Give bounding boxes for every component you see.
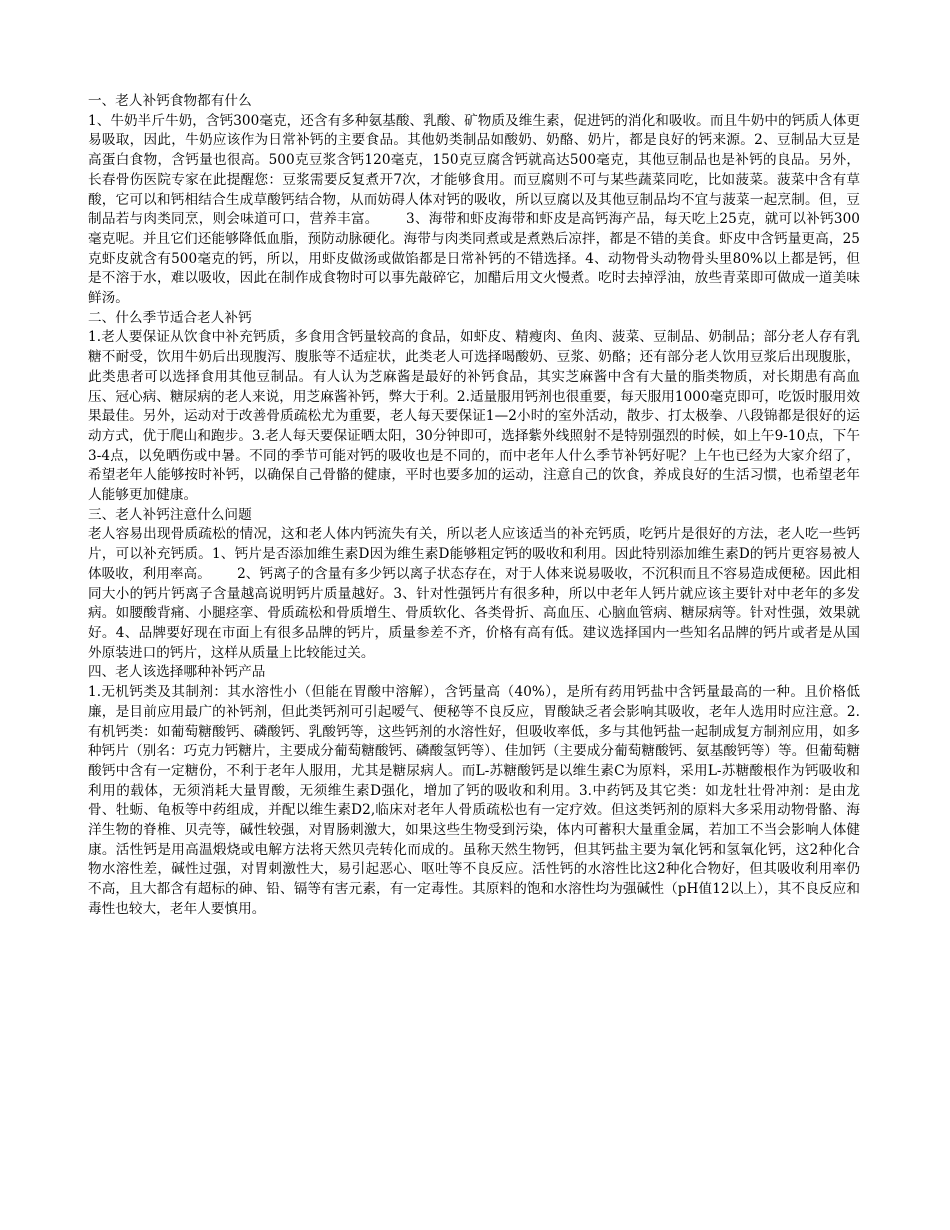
- section-paragraph: 1、牛奶半斤牛奶，含钙300毫克，还含有多种氨基酸、乳酸、矿物质及维生素，促进钙的消化和吸收。而且牛奶中的钙质人体更易吸取，因此，牛奶应该作为日常补钙的主要食品。其他奶类制品如酸奶、奶酪、奶片，都是良好的钙来源。2、豆制品大豆是高蛋白食物，含钙量也很高。500克豆浆含钙120毫克，150克豆腐含钙就高达500毫克，其他豆制品也是补钙的良品。另外，长春骨伤医院专家在此提醒您：豆浆需要反复煮开7次，才能够食用。而豆腐则不可与某些蔬菜同吃，比如菠菜。菠菜中含有草酸，它可以和钙相结合生成草酸钙结合物，从而妨碍人体对钙的吸收，所以豆腐以及其他豆制品均不宜与菠菜一起烹制。但，豆制品若与肉类同烹，则会味道可口，营养丰富。 3、海带和虾皮海带和虾皮是高钙海产品，每天吃上25克，就可以补钙300毫克呢。并且它们还能够降低血脂，预防动脉硬化。海带与肉类同煮或是煮熟后凉拌，都是不错的美食。虾皮中含钙量更高，25克虾皮就含有500毫克的钙，所以，用虾皮做汤或做馅都是日常补钙的不错选择。4、动物骨头动物骨头里80%以上都是钙，但是不溶于水，难以吸收，因此在制作成食物时可以事先敲碎它，加醋后用文火慢煮。吃时去掉浮油，放些青菜即可做成一道美味鲜汤。: [88, 112, 860, 307]
- section-best-season: [88, 309, 860, 506]
- section-heading: 三、老人补钙注意什么问题: [88, 506, 252, 523]
- section-heading: 二、什么季节适合老人补钙: [88, 309, 252, 326]
- section-heading: 四、老人该选择哪种补钙产品: [88, 664, 266, 681]
- section-heading: 一、老人补钙食物都有什么: [88, 93, 252, 109]
- section-product-choice: [88, 663, 860, 919]
- section-paragraph: 1.无机钙类及其制剂：其水溶性小（但能在胃酸中溶解），含钙量高（40%），是所有药用钙盐中含钙量最高的一种。且价格低廉，是目前应用最广的补钙剂，但此类钙剂可引起嗳气、便秘等不良反应，胃酸缺乏者会影响其吸收，老年人选用时应注意。2.有机钙类：如葡萄糖酸钙、磷酸钙、乳酸钙等，这些钙剂的水溶性好，但吸收率低，多与其他钙盐一起制成复方制剂应用，如多种钙片（别名：巧克力钙糖片，主要成分葡萄糖酸钙、磷酸氢钙等）、佳加钙（主要成分葡萄糖酸钙、氨基酸钙等）等。但葡萄糖酸钙中含有一定糖份，不利于老年人服用，尤其是糖尿病人。而L-苏糖酸钙是以维生素C为原料，采用L-苏糖酸根作为钙吸收和利用的载体，无须消耗大量胃酸，无须维生素D强化，增加了钙的吸收和利用。3.中药钙及其它类：如龙牡壮骨冲剂：是由龙骨、牡蛎、龟板等中药组成，并配以维生素D2,临床对老年人骨质疏松也有一定疗效。但这类钙剂的原料大多采用动物骨骼、海洋生物的脊椎、贝壳等，碱性较强，对胃肠刺激大，如果这些生物受到污染，体内可蓄积大量重金属，若加工不当会影响人体健康。活性钙是用高温煅烧或电解方法将天然贝壳转化而成的。虽称天然生物钙，但其钙盐主要为氧化钙和氢氧化钙，这2种化合物水溶性差，碱性过强，对胃刺激性大，易引起恶心、呕吐等不良反应。活性钙的水溶性比这2种化合物好，但其吸收利用率仍不高，且大都含有超标的砷、铅、镉等有害元素，有一定毒性。其原料的饱和水溶性均为强碱性（pH值12以上），其不良反应和毒性也较大，老年人要慎用。: [88, 684, 860, 917]
- document-page: [88, 92, 860, 920]
- section-paragraph: 老人容易出现骨质疏松的情况，这和老人体内钙流失有关，所以老人应该适当的补充钙质，吃钙片是很好的方法，老人吃一些钙片，可以补充钙质。1、钙片是否添加维生素D因为维生素D能够粗定钙的吸收和利用。因此特别添加维生素D的钙片更容易被人体吸收，利用率高。 2、钙离子的含量有多少钙以离子状态存在，对于人体来说易吸收，不沉积而且不容易造成便秘。因此相同大小的钙片钙离子含量越高说明钙片质量越好。3、针对性强钙片有很多种，所以中老年人钙片就应该主要针对中老年的多发病。如腰酸背痛、小腿痉挛、骨质疏松和骨质增生、骨质软化、各类骨折、高血压、心脑血管病、糖尿病等。针对性强，效果就好。4、品牌要好现在市面上有很多品牌的钙片，质量参差不齐，价格有高有低。建议选择国内一些知名品牌的钙片或者是从国外原装进口的钙片，这样从质量上比较能过关。: [88, 526, 860, 661]
- section-calcium-foods: [88, 92, 860, 309]
- section-paragraph: 1.老人要保证从饮食中补充钙质，多食用含钙量较高的食品，如虾皮、精瘦肉、鱼肉、菠菜、豆制品、奶制品；部分老人存有乳糖不耐受，饮用牛奶后出现腹泻、腹胀等不适症状，此类老人可选择喝酸奶、豆浆、奶酪；还有部分老人饮用豆浆后出现腹胀，此类患者可以选择食用其他豆制品。有人认为芝麻酱是最好的补钙食品，其实芝麻酱中含有大量的脂类物质，对长期患有高血压、冠心病、糖尿病的老人来说，用芝麻酱补钙，弊大于利。2.适量服用钙剂也很重要，每天服用1000毫克即可，吃饭时服用效果最佳。另外，运动对于改善骨质疏松尤为重要，老人每天要保证1—2小时的室外活动，散步、打太极拳、八段锦都是很好的运动方式，优于爬山和跑步。3.老人每天要保证晒太阳，30分钟即可，选择紫外线照射不是特别强烈的时候，如上午9-10点，下午3-4点，以免晒伤或中暑。不同的季节可能对钙的吸收也是不同的，而中老年人什么季节补钙好呢？上午也已经为大家介绍了，希望老年人能够按时补钙，以确保自己骨骼的健康，平时也要多加的运动，注意自己的饮食，养成良好的生活习惯，也希望老年人能够更加健康。: [88, 329, 860, 504]
- section-precautions: [88, 506, 860, 664]
